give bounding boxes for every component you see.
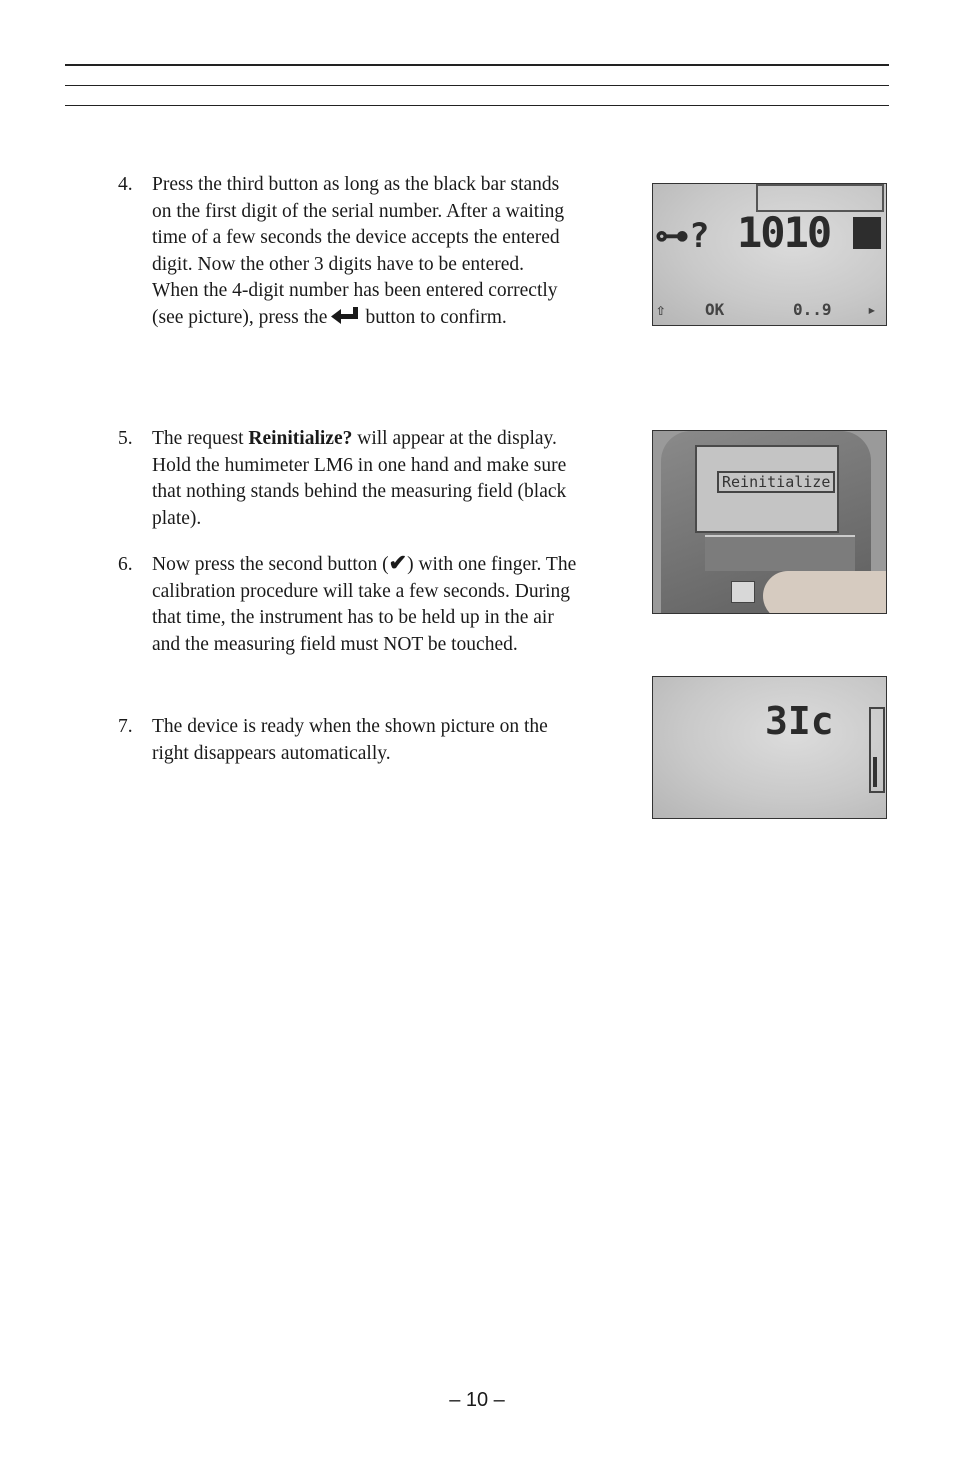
- up-arrow-icon: ⇧: [656, 300, 666, 319]
- step-text: Now press the second button (✔) with one finger. The calibration procedure will take a few seconds. During that time, the instrument has to be held up in the air and the measuring field must NOT be touched.: [152, 550, 577, 655]
- step-number: 6.: [118, 554, 133, 575]
- checkmark-icon: ✔: [388, 550, 408, 575]
- progress-bar-frame: [869, 707, 885, 793]
- top-rule: [65, 64, 889, 66]
- calibration-display-photo: [652, 676, 887, 819]
- page-number: – 10 –: [449, 1389, 505, 1411]
- header-rule-lower: [65, 105, 889, 106]
- progress-bar-fill: [873, 757, 877, 787]
- finger: [763, 571, 887, 614]
- serial-digits: 1010: [737, 208, 831, 257]
- step-text: Press the third button as long as the black bar stands on the first digit of the serial number. After a waiting time of a few seconds the device accepts the entered digit. Now the other 3 digits have to be entered. When the 4-digit number has been entered correctly (see picture), press the button to confirm.: [152, 172, 628, 334]
- device-button-row: [705, 535, 855, 571]
- step-number: 7.: [118, 716, 133, 737]
- device-key: [731, 581, 755, 603]
- right-arrow-icon: ▸: [867, 300, 877, 319]
- serial-entry-display-photo: [652, 183, 887, 326]
- step-text: The device is ready when the shown picture on the right disappears automatically.: [152, 716, 548, 764]
- softkey-digits: 0..9: [793, 300, 832, 319]
- calibration-text: 3Ic: [765, 699, 834, 743]
- enter-arrow-icon: [331, 307, 361, 334]
- key-prompt-icon: ⊶?: [655, 216, 710, 256]
- step-7: [118, 714, 628, 767]
- step-5: [118, 426, 628, 532]
- step-6: [118, 552, 628, 658]
- cursor-block: [853, 217, 881, 249]
- step-number: 5.: [118, 428, 133, 449]
- softkey-ok: OK: [705, 300, 725, 319]
- reinitialize-device-photo: [652, 430, 887, 614]
- step-number: 4.: [118, 174, 133, 195]
- step-text: The request Reinitialize? will appear at the display. Hold the humimeter LM6 in one hand and make sure that nothing stands behind the measuring field (black plate).: [152, 428, 567, 529]
- header-rule: [65, 85, 889, 86]
- step-4: [118, 172, 628, 334]
- reinitialize-label: Reinitialize: [717, 471, 835, 493]
